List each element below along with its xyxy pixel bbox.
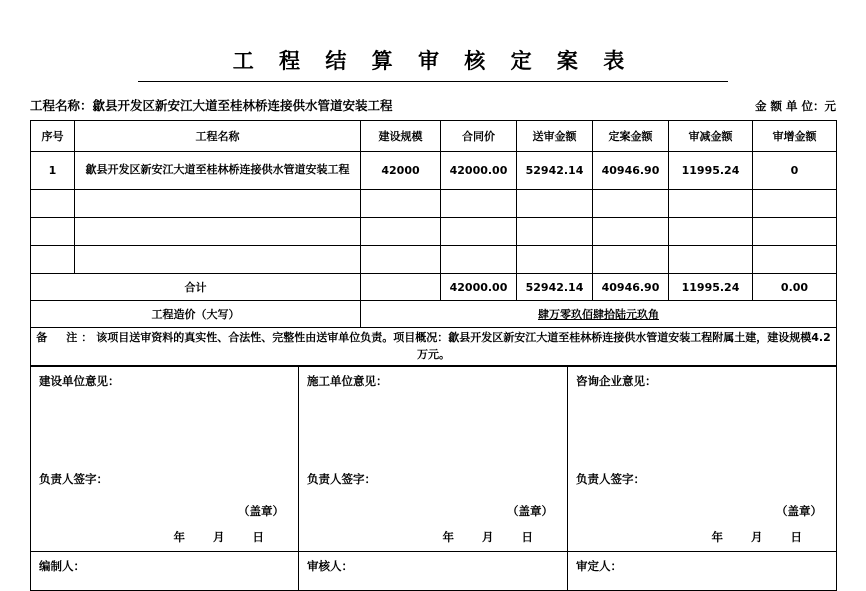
table-header-row: [31, 121, 837, 152]
col-header-scale: 建设规模: [361, 121, 441, 152]
cell-index: [31, 218, 75, 246]
cell-approved: [593, 218, 669, 246]
cell-reduced: [669, 246, 753, 274]
cell-index: 1: [31, 152, 75, 190]
table-row: [31, 152, 837, 190]
cell-scale: [361, 246, 441, 274]
project-name-value: 歙县开发区新安江大道至桂林桥连接供水管道安装工程: [92, 98, 393, 113]
cell-contract: [441, 190, 517, 218]
table-row: [31, 218, 837, 246]
total-submitted: 52942.14: [517, 274, 593, 301]
date-year-label: 年: [442, 530, 454, 544]
settlement-table: [30, 120, 837, 366]
note-label: 备 注：: [36, 331, 97, 344]
cell-name: [75, 218, 361, 246]
cell-index: [31, 190, 75, 218]
opinion-seal-label: （盖章）: [238, 504, 284, 518]
cell-name: [75, 246, 361, 274]
opinion-cell-consulting-firm: [568, 367, 837, 552]
price-in-words-value: 肆万零玖佰肆拾陆元玖角: [361, 301, 837, 328]
date-month-label: 月: [482, 530, 494, 544]
cell-scale: [361, 218, 441, 246]
note-text: 该项目送审资料的真实性、合法性、完整性由送审单位负责。项目概况：歙县开发区新安江大道至桂林桥连接供水管道安装工程附属土建，建设规模4.2万元。: [96, 331, 831, 361]
cell-submitted: [517, 218, 593, 246]
opinion-signature-label: 负责人签字：: [39, 472, 108, 486]
total-scale: [361, 274, 441, 301]
date-year-label: 年: [711, 530, 723, 544]
date-month-label: 月: [213, 530, 225, 544]
table-total-row: [31, 274, 837, 301]
date-day-label: 日: [252, 530, 264, 544]
col-header-index: 序号: [31, 121, 75, 152]
col-header-reduced: 审减金额: [669, 121, 753, 152]
total-approved: 40946.90: [593, 274, 669, 301]
price-in-words-row: [31, 301, 837, 328]
opinion-signature-label: 负责人签字：: [576, 472, 645, 486]
project-name-line: [30, 96, 393, 114]
cell-reduced: [669, 190, 753, 218]
footer-approver: 审定人：: [568, 552, 837, 591]
total-contract: 42000.00: [441, 274, 517, 301]
date-day-label: 日: [521, 530, 533, 544]
note-cell: [31, 328, 837, 366]
cell-scale: 42000: [361, 152, 441, 190]
col-header-name: 工程名称: [75, 121, 361, 152]
project-name-label: 工程名称：: [30, 98, 93, 113]
opinion-seal-label: （盖章）: [507, 504, 553, 518]
cell-increased: [753, 246, 837, 274]
table-row: [31, 246, 837, 274]
cell-reduced: 11995.24: [669, 152, 753, 190]
cell-submitted: [517, 190, 593, 218]
table-row: [31, 190, 837, 218]
cell-submitted: 52942.14: [517, 152, 593, 190]
opinion-cell-construction-unit: [31, 367, 299, 552]
cell-name: [75, 190, 361, 218]
cell-contract: [441, 246, 517, 274]
amount-unit-label: 金 额 单 位：元: [754, 99, 836, 113]
opinion-date-line: [576, 529, 828, 545]
col-header-submitted: 送审金额: [517, 121, 593, 152]
cell-reduced: [669, 218, 753, 246]
subheader: [30, 96, 836, 114]
opinions-table: [30, 366, 837, 591]
opinion-seal-label: （盖章）: [776, 504, 822, 518]
footer-preparer: 编制人：: [31, 552, 299, 591]
footer-row: [31, 552, 837, 591]
cell-increased: [753, 218, 837, 246]
opinion-signature-label: 负责人签字：: [307, 472, 376, 486]
col-header-contract: 合同价: [441, 121, 517, 152]
col-header-increased: 审增金额: [753, 121, 837, 152]
cell-submitted: [517, 246, 593, 274]
document-page: [0, 45, 866, 590]
opinion-title: 咨询企业意见：: [576, 374, 657, 388]
cell-contract: 42000.00: [441, 152, 517, 190]
total-increased: 0.00: [753, 274, 837, 301]
opinion-date-line: [39, 529, 290, 545]
cell-increased: 0: [753, 152, 837, 190]
cell-increased: [753, 190, 837, 218]
title-underline: [138, 81, 728, 82]
cell-scale: [361, 190, 441, 218]
cell-contract: [441, 218, 517, 246]
page-title: 工 程 结 算 审 核 定 案 表: [232, 48, 634, 73]
cell-name: 歙县开发区新安江大道至桂林桥连接供水管道安装工程: [75, 152, 361, 190]
opinions-row: [31, 367, 837, 552]
cell-approved: [593, 190, 669, 218]
note-row: [31, 328, 837, 366]
cell-index: [31, 246, 75, 274]
footer-reviewer: 审核人：: [299, 552, 568, 591]
opinion-title: 建设单位意见：: [39, 374, 120, 388]
date-month-label: 月: [751, 530, 763, 544]
date-year-label: 年: [173, 530, 185, 544]
date-day-label: 日: [790, 530, 802, 544]
cell-approved: [593, 246, 669, 274]
total-reduced: 11995.24: [669, 274, 753, 301]
opinion-date-line: [307, 529, 559, 545]
cell-approved: 40946.90: [593, 152, 669, 190]
opinion-title: 施工单位意见：: [307, 374, 388, 388]
opinion-cell-contractor-unit: [299, 367, 568, 552]
total-label: 合计: [31, 274, 361, 301]
col-header-approved: 定案金额: [593, 121, 669, 152]
price-in-words-label: 工程造价（大写）: [31, 301, 361, 328]
